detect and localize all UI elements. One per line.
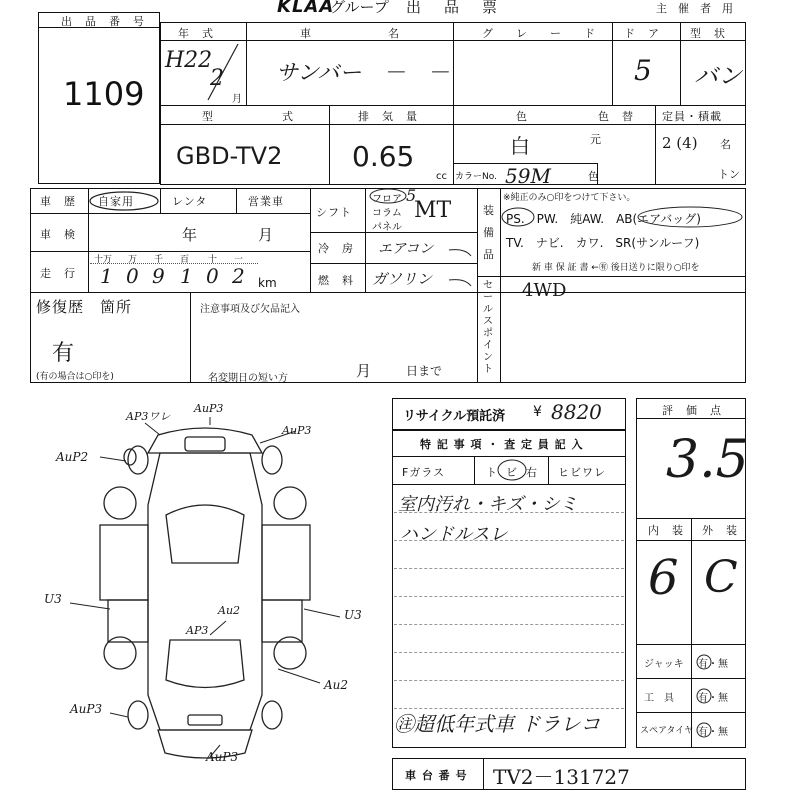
spare-tire-options[interactable]: 有・無 (698, 727, 728, 738)
history-rental[interactable]: レンタ (172, 195, 208, 208)
damage-mark-front-right: AuP3 (282, 424, 312, 437)
equip-label: 装備品 (483, 204, 494, 261)
original-label: 元 (590, 133, 601, 146)
exterior-score: C (704, 552, 738, 603)
fuel-label: 燃 料 (318, 274, 354, 287)
recycle-box (392, 398, 626, 430)
inspection-year: 年 (182, 226, 199, 244)
mileage-digit-1: 1 (100, 264, 113, 288)
repair-label: 修復歴 箇所 (36, 298, 133, 316)
name-change-month: 月 (356, 362, 372, 380)
name-label: 名 (388, 27, 400, 40)
notes-label: 注意事項及び欠品記入 (200, 304, 300, 315)
mileage-unit-100: 百 (180, 255, 190, 265)
color: 白 (510, 134, 530, 158)
title-group: グループ (330, 0, 389, 16)
grade-label: グ レ ー ド (482, 27, 601, 40)
body-type: バン (694, 62, 742, 90)
name-change-label: 名変期日の短い方 (208, 373, 288, 384)
door-label: ド ア (624, 27, 660, 40)
sales-point-label: セールスポイント (483, 280, 493, 375)
score-value: 3.5 (666, 430, 749, 490)
damage-mark-front-center: AuP3 (194, 402, 224, 415)
displacement-label: 排 気 量 (358, 110, 418, 123)
color-suffix: 色 (588, 170, 599, 183)
spare-tire-label: スペアタイヤ (640, 726, 694, 736)
glass-label: Fガラス (402, 466, 445, 479)
color-change-label: 色 替 (598, 110, 634, 123)
equip-circle-marks (500, 205, 745, 229)
shift-floor[interactable]: フロア (372, 194, 402, 205)
logo: KLAA (277, 0, 335, 17)
damage-mark-roof-1: Au2 (218, 604, 241, 617)
repair-value: 有 (52, 341, 75, 366)
recycle-label: リサイクル預託済 (403, 409, 506, 424)
mileage-digit-3: 9 (152, 264, 165, 288)
mileage-digit-4: 1 (180, 264, 193, 288)
shift-panel[interactable]: パネル (372, 222, 402, 233)
damage-mark-roof-2: AP3 (186, 624, 209, 637)
shift-circle-mark (368, 188, 408, 204)
ac-label: 冷 房 (318, 242, 354, 255)
mileage-unit-km: km (258, 276, 277, 290)
ac-value: エアコン (378, 241, 434, 257)
glass-option-bi[interactable]: ビ (506, 466, 518, 479)
recycle-yen: ¥ (533, 404, 542, 420)
body-type-label: 型 状 (690, 27, 726, 40)
fuel-value: ガソリン (372, 270, 433, 288)
interior-label: 内 装 (648, 524, 684, 537)
inspection-label: 車 検 (40, 228, 76, 241)
chassis-number: TV2－131727 (493, 765, 630, 789)
year-divider-stroke (160, 40, 250, 106)
car-damage-diagram (40, 395, 370, 775)
tool-options[interactable]: 有・無 (698, 693, 728, 704)
ton-unit: トン (718, 168, 740, 181)
car-label: 車 (300, 27, 312, 40)
equip-line-1: PS. PW. 純AW. AB(エアバッグ) (506, 212, 701, 226)
displacement: 0.65 (352, 140, 415, 173)
lot-number: 1109 (63, 75, 145, 113)
glass-circle-mark (496, 458, 528, 482)
capacity: 2 (4) (662, 134, 698, 152)
inspection-month: 月 (258, 226, 275, 244)
color-no: 59M (505, 164, 551, 188)
mileage-digit-6: 2 (232, 264, 245, 288)
history-private[interactable]: 自家用 (98, 195, 134, 208)
equip-note: ※純正のみ○印をつけて下さい。 (503, 193, 636, 203)
damage-mark-left-door: U3 (44, 592, 62, 606)
equip-line-2: TV. ナビ. カワ. SR(サンルーフ) (506, 236, 700, 250)
lot-number-box (38, 12, 160, 184)
year-label: 年 式 (178, 27, 214, 40)
warranty-note: 新 車 保 証 書 ←㊒ 後日送りに限り○印を (532, 263, 700, 273)
jack-options[interactable]: 有・無 (698, 659, 728, 670)
exterior-label: 外 装 (702, 524, 738, 537)
mileage-digit-5: 0 (206, 264, 219, 288)
chassis-label: 車 台 番 号 (405, 769, 468, 782)
jack-label: ジャッキ (644, 659, 684, 670)
notes-line-1: 室内汚れ・キズ・シミ (398, 494, 578, 515)
tool-label: 工 具 (644, 693, 674, 704)
mileage-unit-1k: 千 (154, 255, 164, 265)
repair-note: (有の場合は○印を) (36, 372, 114, 382)
interior-score: 6 (648, 550, 679, 606)
mileage-unit-10: 十 (208, 255, 218, 265)
year-month: 2 (210, 66, 224, 91)
month-unit: 月 (232, 94, 242, 105)
capacity-unit: 名 (720, 138, 731, 151)
damage-mark-left-mirror: AuP2 (56, 450, 89, 464)
history-commercial[interactable]: 営業車 (248, 195, 284, 208)
color-no-label: カラーNo. (455, 172, 497, 182)
glass-option-crack[interactable]: ヒビワレ (558, 466, 606, 479)
mileage-unit-10k: 万 (128, 255, 138, 265)
format-label: 式 (282, 110, 294, 123)
displacement-unit: cc (436, 171, 447, 182)
damage-mark-front-left: AP3ワレ (126, 410, 171, 423)
check-circle-marks (694, 648, 714, 740)
capacity-label: 定員・積載 (662, 110, 722, 123)
mileage-label: 走 行 (40, 267, 76, 280)
shift-value: MT (414, 198, 452, 223)
score-label: 評 価 点 (662, 404, 722, 417)
history-label: 車 歴 (40, 195, 76, 208)
notes-line-2: ハンドルスレ (400, 524, 508, 545)
organizer-label: 主 催 者 用 (656, 2, 733, 15)
damage-mark-rear-left: AuP3 (70, 702, 103, 716)
mileage-unit-1: 一 (234, 255, 244, 265)
shift-label: シフト (316, 206, 352, 219)
glass-option-to[interactable]: ト (486, 466, 498, 479)
glass-option-right[interactable]: 右 (526, 466, 538, 479)
mileage-unit-100k: 十万 (94, 255, 113, 265)
name-change-day: 日まで (406, 364, 443, 378)
model-code: GBD-TV2 (176, 142, 283, 170)
chassis-box (392, 758, 746, 790)
damage-mark-rear-bottom: AuP3 (206, 750, 239, 764)
damage-mark-rear-right: Au2 (324, 678, 349, 692)
entry-marks (445, 232, 475, 292)
special-notes-label: 特 記 事 項 ・ 査 定 員 記 入 (420, 438, 584, 451)
document-title: 出 品 票 (406, 0, 502, 16)
car-name: サンバー － － (276, 61, 450, 86)
color-label: 色 (516, 110, 528, 123)
year-era: H22 (165, 48, 213, 73)
mileage-digit-2: 0 (126, 264, 139, 288)
doors: 5 (634, 54, 652, 87)
lot-label: 出 品 番 号 (61, 15, 145, 28)
sales-point-value: 4WD (522, 280, 567, 301)
shift-column[interactable]: コラム (372, 208, 402, 219)
history-circle-mark (88, 190, 160, 212)
shift-note: 5 (406, 186, 417, 205)
model-label: 型 (202, 110, 214, 123)
recycle-amount: 8820 (551, 400, 602, 424)
notes-bottom: ㊟超低年式車 ドラレコ (394, 712, 601, 736)
damage-mark-right-door: U3 (344, 608, 362, 622)
